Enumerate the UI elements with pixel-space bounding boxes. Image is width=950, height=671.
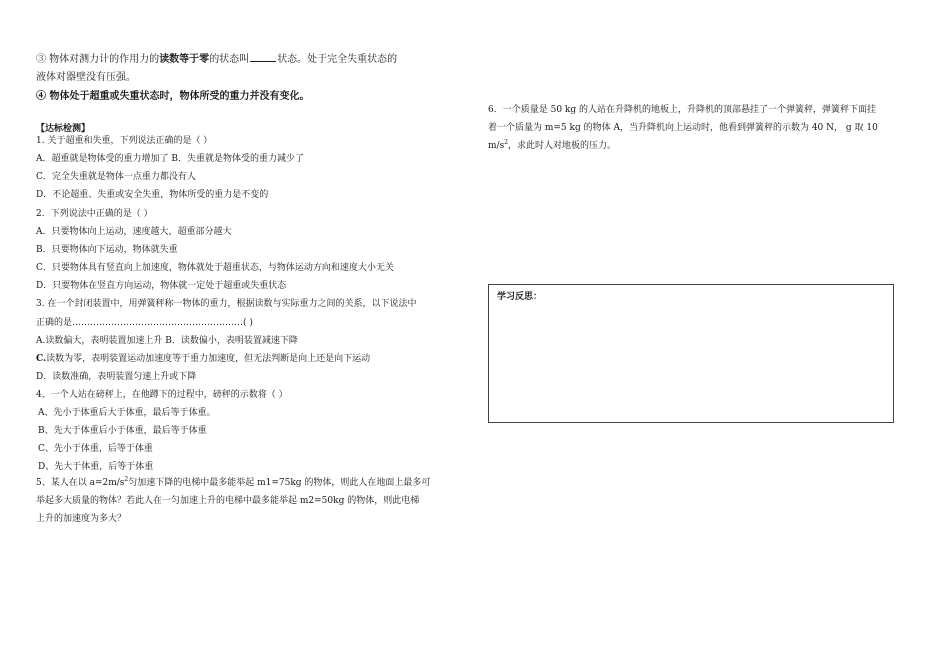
q2-option-c: C．只要物体具有竖直向上加速度，物体就处于超重状态，与物体运动方向和速度大小无关 xyxy=(36,263,394,273)
q2-option-b: B．只要物体向下运动，物体就失重 xyxy=(36,245,178,255)
q4-option-b: B、先大于体重后小于体重，最后等于体重 xyxy=(38,426,207,436)
reflection-box xyxy=(488,284,894,423)
intro-line-2: 液体对器壁没有压强。 xyxy=(36,72,136,83)
q5-line-3: 上升的加速度为多大？ xyxy=(36,514,127,524)
reflection-label: 学习反思： xyxy=(497,292,543,302)
q2-stem: 2．下列说法中正确的是（ ） xyxy=(36,209,153,219)
q6-line-2: 着一个质量为 m=5 kg 的物体 A，当升降机向上运动时，他看到弹簧秤的示数为 40 N， g 取 10 xyxy=(488,123,878,133)
intro-line-1: ③ 物体对测力计的作用力的读数等于零的状态叫 状态。处于完全失重状态的 xyxy=(36,54,398,65)
q1-option-ab: A．超重就是物体受的重力增加了 B．失重就是物体受的重力减少了 xyxy=(36,154,304,164)
q1-stem: 1. 关于超重和失重，下列说法正确的是（ ） xyxy=(36,136,213,146)
q3-stem-line-1: 3. 在一个封闭装置中，用弹簧秤称一物体的重力，根据读数与实际重力之间的关系，以下说法中 xyxy=(36,299,417,309)
q2-option-d: D．只要物体在竖直方向运动，物体就一定处于超重或失重状态 xyxy=(36,281,287,291)
q4-stem: 4、一个人站在磅秤上，在他蹲下的过程中，磅秤的示数将（ ） xyxy=(36,390,288,400)
q4-option-a: A、先小于体重后大于体重，最后等于体重。 xyxy=(38,408,216,418)
q6-line-3: $m/s^2$，求此时人对地板的压力。 xyxy=(488,139,617,151)
q5-line-1: 5、某人在以 $a=2m/s^2$匀加速下降的电梯中最多能举起 m1=75kg 的物体，则此人在地面上最多可 xyxy=(36,476,431,488)
q4-option-c: C、先小于体重，后等于体重 xyxy=(38,444,153,454)
q2-option-a: A．只要物体向上运动，速度越大，超重部分越大 xyxy=(36,227,232,237)
q3-stem-line-2: 正确的是…………………………………………………( ) xyxy=(36,318,253,328)
q1-option-d: D．不论超重、失重或安全失重，物体所受的重力是不变的 xyxy=(36,190,269,200)
q6-line-1: 6．一个质量是 50 kg 的人站在升降机的地板上，升降机的顶部悬挂了一个弹簧秤，弹簧秤下面挂 xyxy=(488,105,876,115)
q3-option-ab: A.读数偏大，表明装置加速上升 B．读数偏小，表明装置减速下降 xyxy=(36,336,298,346)
section-title: 【达标检测】 xyxy=(36,124,91,134)
q4-option-d: D、先大于体重，后等于体重 xyxy=(38,462,154,472)
q1-option-c: C．完全失重就是物体一点重力都没有人 xyxy=(36,172,196,182)
bold-term: 读数等于零 xyxy=(159,54,210,65)
q3-option-c: C.读数为零，表明装置运动加速度等于重力加速度，但无法判断是向上还是向下运动 xyxy=(36,354,371,364)
intro-line-3: ④ 物体处于超重或失重状态时，物体所受的重力并没有变化。 xyxy=(36,91,310,102)
fill-blank xyxy=(250,52,276,62)
q3-option-d: D．读数准确，表明装置匀速上升或下降 xyxy=(36,372,197,382)
q5-line-2: 举起多大质量的物体？若此人在一匀加速上升的电梯中最多能举起 m2=50kg 的物体，则此电梯 xyxy=(36,496,420,506)
